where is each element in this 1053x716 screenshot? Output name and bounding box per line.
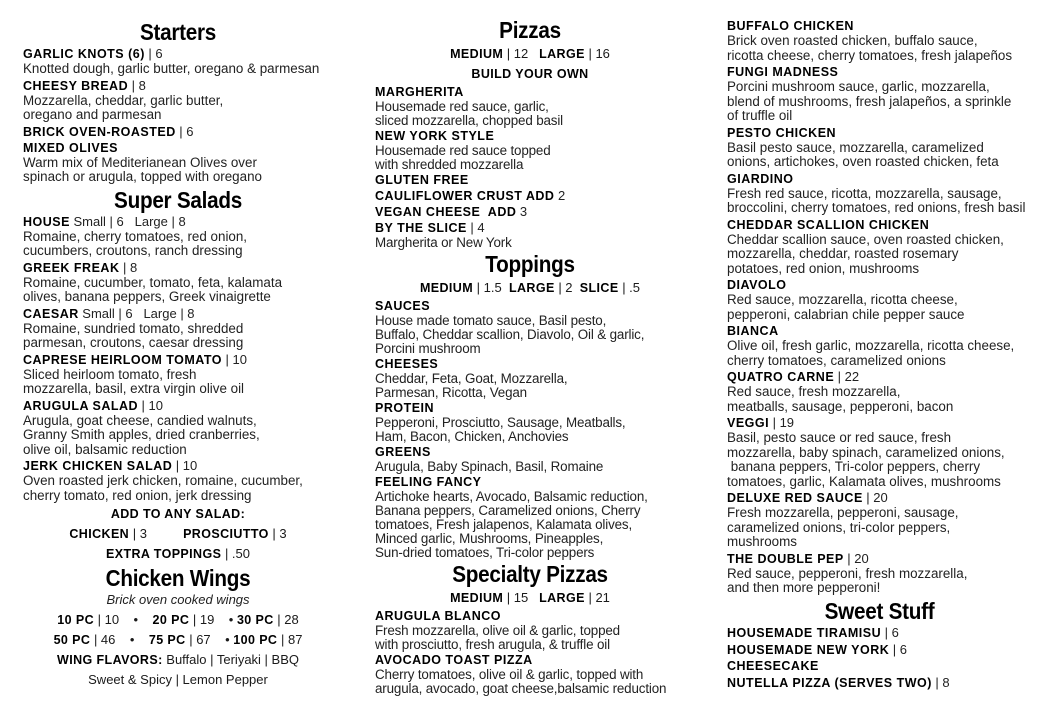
row-value: | 12: [503, 46, 540, 61]
row-label: 30 PC: [236, 613, 274, 627]
menu-item: [23, 124, 333, 185]
item-name: CAPRESE HEIRLOOM TOMATO: [23, 352, 223, 367]
item-name: GREEK FREAK: [23, 260, 120, 275]
centered-price-row: [23, 650, 333, 670]
item-description: pepperoni, calabrian chile pepper sauce: [727, 306, 965, 322]
item-title-line: [375, 188, 685, 204]
menu-item: [375, 356, 685, 400]
item-description: cherry tomato, red onion, jerk dressing: [23, 487, 252, 503]
menu-item: [375, 84, 685, 128]
item-description: Brick oven roasted chicken, buffalo sauce,: [727, 33, 978, 48]
item-description: Minced garlic, Mushrooms, Pineapples,: [375, 531, 604, 546]
row-value: | 1.5: [473, 280, 509, 295]
item-description: meatballs, sausage, pepperoni, bacon: [727, 398, 954, 414]
item-title-line: [23, 260, 333, 276]
column-left: [23, 18, 333, 689]
row-label: MEDIUM: [450, 47, 504, 61]
item-description: Housemade red sauce topped: [375, 143, 551, 158]
item-title-line: [375, 298, 685, 314]
item-title-line: [23, 124, 333, 140]
item-title-line: [727, 18, 1032, 34]
item-title-line: [375, 128, 685, 144]
item-description: with shredded mozzarella: [375, 157, 524, 172]
item-description: Parmesan, Ricotta, Vegan: [375, 385, 527, 400]
centered-price-row: [23, 544, 333, 564]
item-price: | 8: [122, 259, 138, 275]
item-name: FUNGI MADNESS: [727, 65, 839, 79]
item-price: | 10: [175, 458, 198, 473]
item-title-line: [23, 46, 333, 62]
item-description: parmesan, croutons, caesar dressing: [23, 335, 244, 350]
item-description: caramelized onions, tri-color peppers,: [727, 519, 951, 535]
row-label: MEDIUM: [419, 281, 474, 295]
item-description: Buffalo, Cheddar scallion, Diavolo, Oil & garlic,: [375, 327, 645, 342]
item-description: mozzarella, cheddar, roasted rosemary: [727, 246, 959, 261]
item-title-line: [23, 306, 333, 322]
item-title-line: [23, 214, 333, 230]
menu-item: [727, 490, 1032, 550]
item-description: Romaine, cherry tomatoes, red onion,: [23, 228, 248, 244]
centered-price-row: [375, 588, 685, 608]
item-name: NUTELLA PIZZA (SERVES TWO): [727, 675, 932, 690]
row-label: CHICKEN: [69, 527, 130, 541]
item-price: | 22: [837, 369, 860, 384]
item-description: Sliced heirloom tomato, fresh: [23, 366, 197, 382]
item-name: SAUCES: [375, 299, 431, 313]
menu-item: [375, 474, 685, 560]
item-description: Artichoke hearts, Avocado, Balsamic reduction,: [375, 489, 648, 504]
row-value: | 46 •: [90, 632, 149, 647]
menu-item: [375, 204, 685, 220]
item-title-line: [375, 400, 685, 416]
menu-item: [23, 260, 333, 305]
item-name: CAESAR: [23, 306, 79, 321]
item-title-line: [727, 490, 1032, 506]
item-name: CHEESY BREAD: [23, 78, 129, 93]
menu-item: [23, 458, 333, 503]
item-description: Mozzarella, cheddar, garlic butter,: [23, 92, 224, 108]
item-description: tomatoes, garlic, Kalamata olives, mushrooms: [727, 473, 1001, 489]
menu-item: [23, 46, 333, 77]
item-name: QUATRO CARNE: [727, 370, 835, 384]
menu-item: [375, 128, 685, 172]
row-value: | 3: [268, 526, 287, 541]
centered-price-row: [23, 670, 333, 689]
item-description: Olive oil, fresh garlic, mozzarella, ricotta cheese,: [727, 338, 1015, 353]
item-price: Small | 6 Large | 8: [82, 305, 195, 321]
item-price: 2: [557, 188, 566, 203]
row-label: LARGE: [539, 591, 585, 605]
item-name: PESTO CHICKEN: [727, 125, 837, 140]
item-title-line: [375, 172, 685, 188]
item-description: Romaine, cucumber, tomato, feta, kalamata: [23, 274, 283, 290]
item-description: mozzarella, basil, extra virgin olive oil: [23, 381, 245, 396]
item-title-line: [375, 204, 685, 220]
menu-item: [375, 188, 685, 204]
column-right: [727, 18, 1032, 692]
row-label: SLICE: [579, 281, 619, 295]
item-description: Banana peppers, Caramelized onions, Cherry: [375, 503, 641, 518]
menu-item: [727, 277, 1032, 322]
item-title-line: [727, 323, 1032, 339]
item-title-line: [23, 398, 333, 414]
menu-item: [727, 171, 1032, 216]
item-description: Sun-dried tomatoes, Tri-color peppers: [375, 545, 595, 560]
item-description: Fresh mozzarella, pepperoni, sausage,: [727, 505, 959, 520]
item-description: Ham, Bacon, Chicken, Anchovies: [375, 429, 569, 444]
row-label: 100 PC: [233, 633, 278, 647]
item-name: HOUSEMADE TIRAMISU: [727, 625, 882, 640]
item-name: MIXED OLIVES: [23, 140, 118, 155]
centered-price-row: [375, 64, 685, 84]
item-title-line: [375, 474, 685, 490]
item-name: NEW YORK STYLE: [375, 129, 495, 143]
item-name: HOUSE: [23, 214, 70, 229]
item-description: Granny Smith apples, dried cranberries,: [23, 427, 260, 442]
item-description: mozzarella, baby spinach, caramelized onions,: [727, 444, 1005, 460]
menu-item: [727, 625, 1032, 641]
item-name: FEELING FANCY: [375, 475, 482, 489]
menu-item: [375, 400, 685, 444]
item-description: Margherita or New York: [375, 235, 512, 250]
item-description: Warm mix of Mediterianean Olives over: [23, 154, 257, 170]
item-name: VEGGI: [727, 416, 770, 430]
item-description: Cherry tomatoes, olive oil & garlic, topped with: [375, 667, 644, 682]
item-name: CHEDDAR SCALLION CHICKEN: [727, 217, 930, 232]
menu-item: [23, 352, 333, 397]
item-name: THE DOUBLE PEP: [727, 551, 844, 566]
item-title-line: [727, 415, 1032, 431]
item-description: tomatoes, Fresh jalapenos, Kalamata olives,: [375, 517, 633, 532]
item-name: HOUSEMADE NEW YORK: [727, 642, 890, 657]
item-name: GARLIC KNOTS (6): [23, 47, 145, 61]
item-description: ricotta cheese, cherry tomatoes, fresh jalapeños: [727, 47, 1013, 63]
row-value: | 10 •: [94, 612, 153, 627]
item-title-line: [727, 64, 1032, 80]
item-description: Fresh mozzarella, olive oil & garlic, topped: [375, 623, 620, 638]
item-title-line: [23, 78, 333, 94]
row-value: | 67 •: [185, 632, 234, 647]
row-label: 50 PC: [53, 633, 91, 647]
item-title-line: [375, 444, 685, 460]
row-label: EXTRA TOPPINGS: [105, 547, 222, 561]
row-label: BUILD YOUR OWN: [471, 67, 589, 81]
item-description: of truffle oil: [727, 108, 793, 123]
menu-item: [375, 172, 685, 188]
item-price: | 8: [131, 77, 146, 93]
item-title-line: [727, 125, 1032, 141]
menu-item: [375, 298, 685, 356]
item-name: CHEESECAKE: [727, 658, 819, 673]
row-value: | 2: [554, 280, 580, 295]
item-name: CAULIFLOWER CRUST ADD: [375, 189, 555, 203]
item-description: onions, artichokes, oven roasted chicken, feta: [727, 154, 999, 169]
item-title-line: [727, 625, 1032, 641]
item-description: Red sauce, pepperoni, fresh mozzarella,: [727, 565, 968, 581]
row-value: | 15: [503, 590, 540, 605]
item-title-line: [375, 220, 685, 236]
item-title-line: [727, 369, 1032, 385]
row-value: | .5: [618, 280, 641, 295]
item-description: mushrooms: [727, 534, 797, 549]
menu-item: [727, 125, 1032, 170]
centered-price-row: [375, 278, 685, 298]
item-name: GLUTEN FREE: [375, 173, 469, 187]
item-price: | 6: [179, 123, 194, 139]
item-name: GREENS: [375, 445, 431, 459]
item-price: | 8: [935, 674, 950, 690]
item-description: Cheddar scallion sauce, oven roasted chicken,: [727, 231, 1004, 247]
menu-item: [23, 398, 333, 458]
section-heading: Toppings: [485, 251, 575, 277]
menu-item: [727, 217, 1032, 277]
item-name: CHEESES: [375, 357, 439, 371]
item-description: olives, banana peppers, Greek vinaigrette: [23, 289, 271, 304]
item-description: with prosciutto, fresh arugula, & truffle oil: [375, 637, 610, 652]
item-title-line: [23, 458, 333, 474]
item-description: Fresh red sauce, ricotta, mozzarella, sausage,: [727, 185, 1002, 201]
centered-price-row: [23, 630, 333, 650]
menu-item: [375, 444, 685, 474]
item-description: Red sauce, fresh mozzarella,: [727, 384, 901, 399]
item-description: cherry tomatoes, caramelized onions: [727, 352, 946, 368]
item-name: BRICK OVEN-ROASTED: [23, 124, 176, 139]
item-description: olive oil, balsamic reduction: [23, 441, 187, 457]
row-value: | 21: [584, 590, 610, 605]
menu-item: [23, 306, 333, 351]
row-value: Sweet & Spicy | Lemon Pepper: [88, 672, 268, 687]
menu-item: [727, 415, 1032, 489]
centered-price-row: [23, 610, 333, 630]
item-description: Arugula, goat cheese, candied walnuts,: [23, 412, 257, 428]
item-name: DELUXE RED SAUCE: [727, 491, 863, 505]
section-heading: Pizzas: [499, 17, 561, 43]
item-title-line: [727, 171, 1032, 187]
item-description: Knotted dough, garlic butter, oregano & parmesan: [23, 61, 320, 76]
row-value: | .50: [221, 546, 251, 561]
item-description: Arugula, Baby Spinach, Basil, Romaine: [375, 459, 604, 474]
item-name: VEGAN CHEESE ADD: [375, 205, 517, 219]
item-name: DIAVOLO: [727, 278, 787, 292]
menu-item: [23, 214, 333, 259]
item-description: Oven roasted jerk chicken, romaine, cucumber,: [23, 473, 303, 488]
section-heading: Starters: [139, 19, 217, 45]
menu-item: [727, 64, 1032, 124]
item-name: GIARDINO: [727, 171, 794, 186]
centered-price-row: [375, 44, 685, 64]
row-value: | 19 •: [189, 612, 237, 627]
item-title-line: [375, 356, 685, 372]
item-price: Small | 6 Large | 8: [73, 213, 186, 229]
row-label: 10 PC: [57, 613, 94, 627]
row-value: | 3: [129, 526, 184, 541]
item-name: JERK CHICKEN SALAD: [23, 459, 173, 473]
item-title-line: [727, 551, 1032, 567]
row-label: 20 PC: [152, 613, 190, 627]
section-heading: Sweet Stuff: [824, 597, 935, 624]
item-price: | 6: [148, 46, 163, 61]
section-heading: Super Salads: [114, 186, 242, 213]
item-description: Red sauce, mozzarella, ricotta cheese,: [727, 292, 958, 307]
item-description: Cheddar, Feta, Goat, Mozzarella,: [375, 371, 568, 386]
item-price: | 20: [866, 490, 888, 505]
row-value: | 87: [277, 632, 303, 647]
item-price: | 10: [141, 397, 163, 413]
item-description: Porcini mushroom: [375, 341, 481, 356]
item-title-line: [727, 675, 1032, 691]
item-title-line: [727, 277, 1032, 293]
row-label: MEDIUM: [450, 591, 504, 605]
item-name: AVOCADO TOAST PIZZA: [375, 653, 533, 667]
item-title-line: [727, 217, 1032, 233]
section-heading: Chicken Wings: [105, 565, 251, 591]
item-title-line: [23, 352, 333, 368]
item-name: BY THE SLICE: [375, 221, 467, 235]
row-value: | 16: [584, 46, 610, 61]
menu-item: [727, 323, 1032, 368]
item-name: BIANCA: [727, 324, 779, 338]
row-label: ADD TO ANY SALAD:: [110, 507, 246, 521]
row-label: PROSCIUTTO: [183, 527, 269, 541]
menu-item: [727, 642, 1032, 674]
item-description: sliced mozzarella, chopped basil: [375, 113, 563, 128]
row-label: 75 PC: [148, 633, 186, 647]
menu-item: [375, 652, 685, 696]
item-price: | 6: [892, 641, 907, 657]
menu-item: [727, 675, 1032, 691]
item-price: | 10: [225, 351, 247, 367]
item-title-line: [727, 642, 1032, 658]
item-price: | 4: [470, 220, 485, 235]
item-price: | 6: [884, 624, 899, 640]
item-description: Basil pesto sauce, mozzarella, caramelized: [727, 139, 984, 155]
item-description: oregano and parmesan: [23, 107, 162, 122]
item-description: blend of mushrooms, fresh jalapeños, a sprinkle: [727, 93, 1012, 109]
item-description: broccolini, cherry tomatoes, red onions, fresh basil: [727, 200, 1026, 215]
item-description: spinach or arugula, topped with oregano: [23, 169, 262, 184]
item-title-line: [23, 140, 333, 156]
row-label: LARGE: [508, 281, 555, 295]
item-name: ARUGULA SALAD: [23, 398, 139, 413]
item-description: Basil, pesto sauce or red sauce, fresh: [727, 430, 952, 445]
row-label: LARGE: [539, 47, 585, 61]
column-middle: [375, 16, 685, 696]
item-name: BUFFALO CHICKEN: [727, 19, 854, 33]
centered-price-row: [23, 504, 333, 524]
menu-item: [727, 369, 1032, 414]
item-title-line: [375, 84, 685, 100]
menu-item: [727, 18, 1032, 63]
menu-item: [375, 220, 685, 250]
item-description: Pepperoni, Prosciutto, Sausage, Meatballs,: [375, 415, 626, 430]
row-label: WING FLAVORS:: [57, 653, 163, 667]
item-description: potatoes, red onion, mushrooms: [727, 260, 920, 276]
item-title-line: [727, 658, 1032, 674]
item-description: Porcini mushroom sauce, garlic, mozzarella,: [727, 79, 990, 94]
item-name: PROTEIN: [375, 401, 435, 415]
item-description: arugula, avocado, goat cheese,balsamic reduction: [375, 681, 667, 696]
menu-item: [23, 78, 333, 123]
item-description: cucumbers, croutons, ranch dressing: [23, 243, 243, 258]
item-title-line: [375, 608, 685, 624]
section-subheading: Brick oven cooked wings: [106, 592, 250, 607]
item-description: and then more pepperoni!: [727, 580, 881, 595]
item-description: Romaine, sundried tomato, shredded: [23, 320, 244, 336]
item-title-line: [375, 652, 685, 668]
item-description: banana peppers, Tri-color peppers, cherry: [727, 459, 981, 474]
item-description: Housemade red sauce, garlic,: [375, 99, 549, 114]
item-price: | 20: [847, 550, 869, 566]
item-name: ARUGULA BLANCO: [375, 609, 501, 623]
row-value: | 28: [273, 612, 299, 627]
menu-item: [375, 608, 685, 652]
row-value: Buffalo | Teriyaki | BBQ: [162, 652, 299, 667]
menu-item: [727, 551, 1032, 596]
section-heading: Specialty Pizzas: [452, 561, 608, 587]
item-name: MARGHERITA: [375, 85, 464, 99]
item-price: 3: [519, 204, 528, 219]
centered-price-row: [23, 524, 333, 544]
item-description: House made tomato sauce, Basil pesto,: [375, 313, 607, 328]
item-price: | 19: [772, 415, 795, 430]
